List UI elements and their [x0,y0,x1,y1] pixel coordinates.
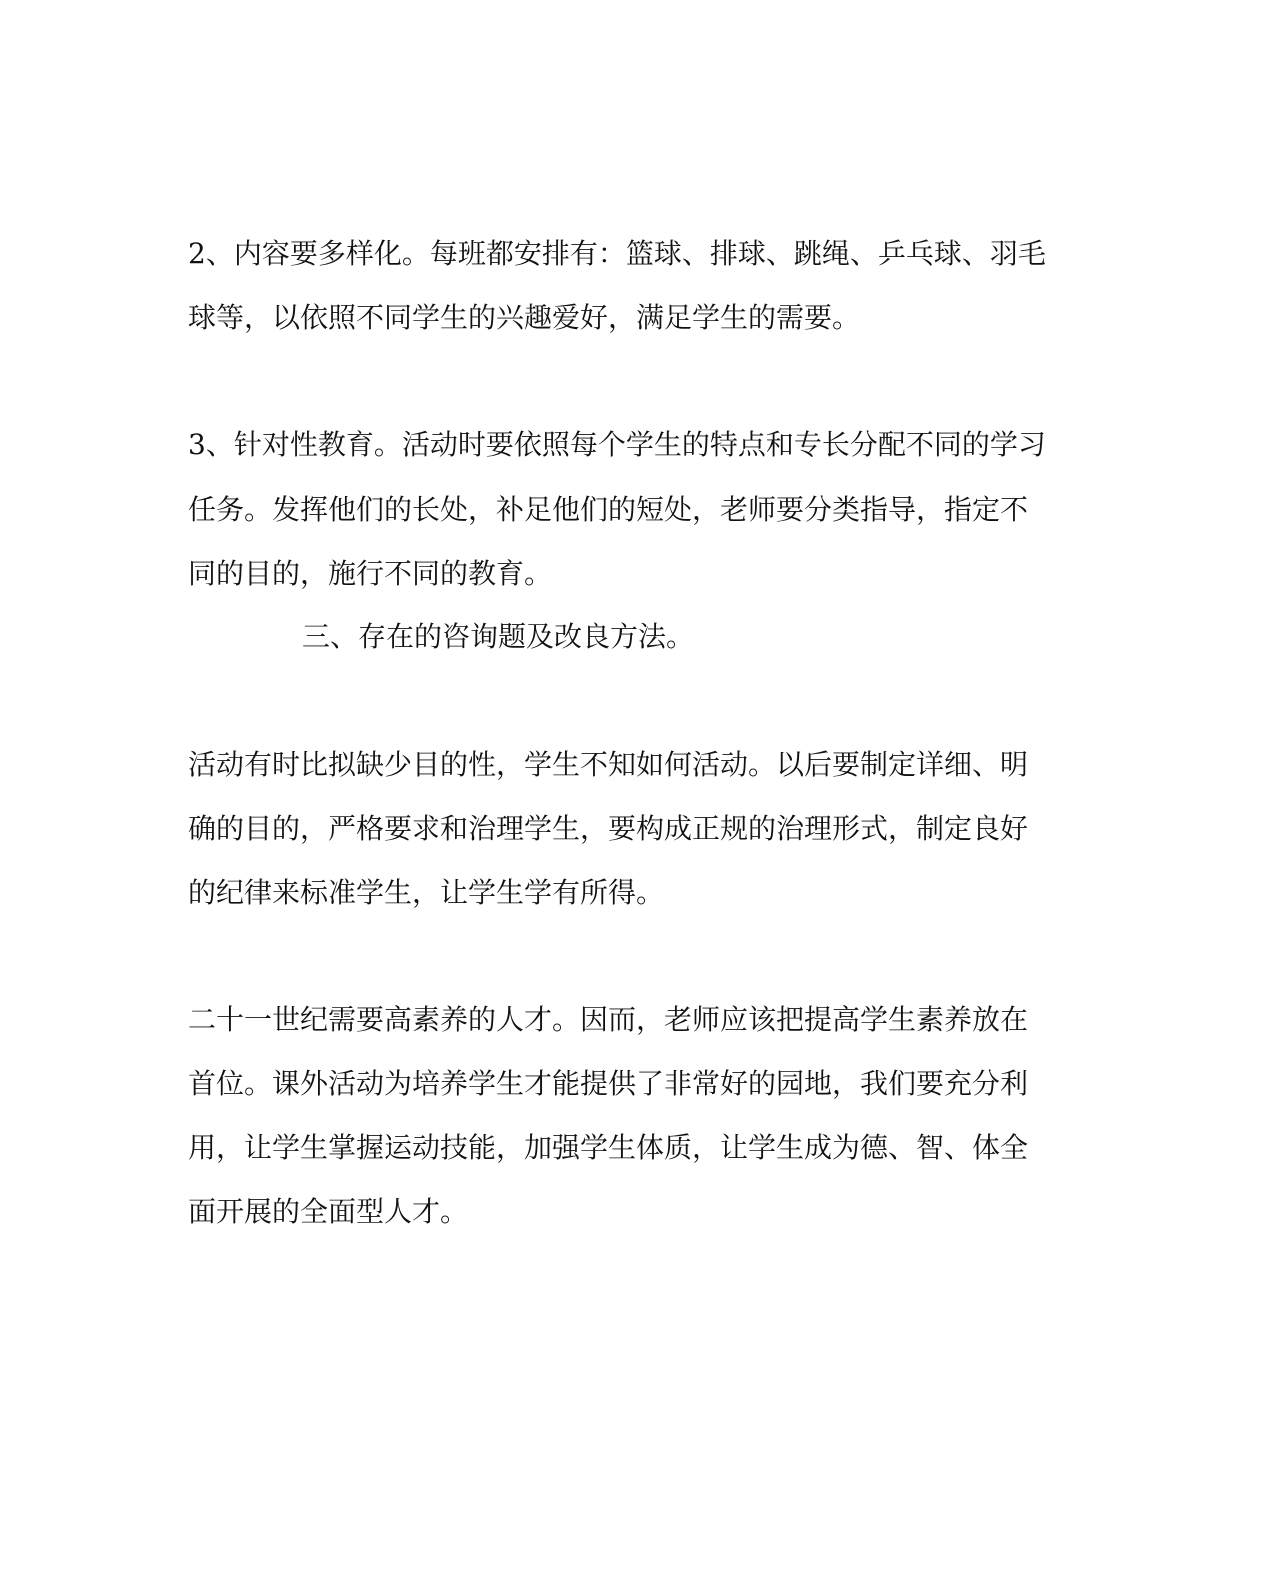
section-heading: 三、存在的咨询题及改良方法。 [302,620,695,653]
text-line: 首位。课外活动为培养学生才能提供了非常好的园地，我们要充分利 [188,1067,1029,1100]
text-line: 的纪律来标准学生，让学生学有所得。 [188,876,665,909]
text-line: 同的目的，施行不同的教育。 [188,557,553,590]
text-line: 确的目的，严格要求和治理学生，要构成正规的治理形式，制定良好 [188,812,1029,845]
text-line: 任务。发挥他们的长处，补足他们的短处，老师要分类指导，指定不 [188,493,1029,526]
text-line: 球等，以依照不同学生的兴趣爱好，满足学生的需要。 [188,301,861,334]
text-line: 面开展的全面型人才。 [188,1195,469,1228]
text-line: 3、针对性教育。活动时要依照每个学生的特点和专长分配不同的学习 [188,428,1046,461]
text-line: 二十一世纪需要高素养的人才。因而，老师应该把提高学生素养放在 [188,1003,1029,1036]
text-line: 用，让学生掌握运动技能，加强学生体质，让学生成为德、智、体全 [188,1131,1029,1164]
text-line: 活动有时比拟缺少目的性，学生不知如何活动。以后要制定详细、明 [188,748,1029,781]
text-line: 2、内容要多样化。每班都安排有：篮球、排球、跳绳、乒乓球、羽毛 [188,237,1046,270]
